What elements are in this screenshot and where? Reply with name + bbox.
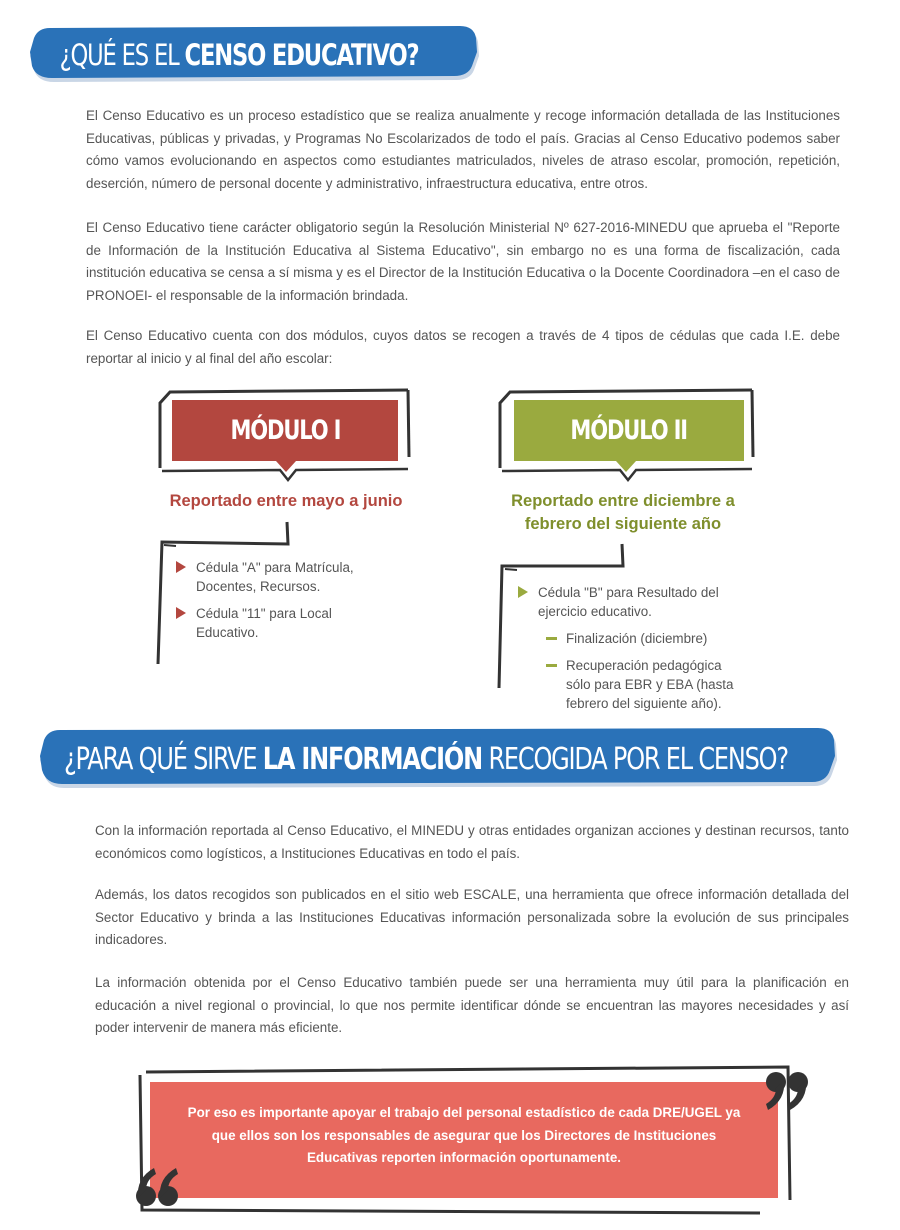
quote-text: Por eso es importante apoyar el trabajo del personal estadístico de cada DRE/UGEL ya que ellos son los responsables de asegurar que los Directores de Instituciones Educativas reporten información oportunamente.	[187, 1105, 741, 1165]
module-2-subtitle: Reportado entre diciembre a febrero del siguiente año	[511, 492, 735, 533]
module-1-subtitle: Reportado entre mayo a junio	[169, 492, 403, 510]
module-2-subitem-1: Finalización (diciembre)	[566, 631, 708, 646]
intro-paragraph-3: El Censo Educativo cuenta con dos módulos, cuyos datos se recogen a través de 4 tipos de cédulas que cada I.E. debe reportar al inicio y al final del año escolar:	[86, 328, 840, 366]
module-2-item-1: Cédula "B" para Resultado del ejercicio educativo.	[538, 585, 719, 619]
info-paragraph-3: La información obtenida por el Censo Educativo también puede ser una herramienta muy útil para la planificación en educación a nivel regional o provincial, lo que nos permite identificar dónde se encuentran las mayores necesidades y así poder intervenir de manera más eficiente.	[95, 975, 849, 1035]
module-1-item-1: Cédula "A" para Matrícula, Docentes, Recursos.	[196, 560, 354, 594]
banner-1-title-bold: CENSO EDUCATIVO?	[184, 38, 419, 72]
module-2-subitem-2: Recuperación pedagógica sólo para EBR y EBA (hasta febrero del siguiente año).	[566, 658, 734, 711]
banner-2-title-light-2: RECOGIDA POR EL CENSO?	[488, 741, 788, 777]
intro-paragraph-2: El Censo Educativo tiene carácter obligatorio según la Resolución Ministerial Nº 627-2016-MINEDU que aprueba el "Reporte de Información de la Institución Educativa al Sistema Educativo", sin embargo no es una forma de fiscalización, cada institución educativa se censa a sí misma y es el Director de la Institución Educativa o la Docente Coordinadora –en el caso de PRONOEI- el responsable de la información brindada.	[86, 220, 840, 303]
module-1-item-2: Cédula "11" para Local Educativo.	[196, 606, 332, 640]
banner-2-title-bold: LA INFORMACIÓN	[262, 741, 483, 777]
info-paragraph-2: Además, los datos recogidos son publicados en el sitio web ESCALE, una herramienta que ofrece información detallada del Sector Educativo y brinda a las Instituciones Educativas información personalizada sobre la evolución de sus principales indicadores.	[95, 887, 849, 947]
info-paragraph-1: Con la información reportada al Censo Educativo, el MINEDU y otras entidades organizan acciones y destinan recursos, tanto económicos como logísticos, a Instituciones Educativas en todo el país.	[95, 823, 849, 861]
closing-quote-icon	[766, 1072, 808, 1110]
module-1-title: MÓDULO I	[230, 415, 340, 446]
banner-1-title-light: ¿QUÉ ES EL	[59, 38, 179, 72]
module-2-title: MÓDULO II	[570, 415, 688, 446]
banner-2-title-light-1: ¿PARA QUÉ SIRVE	[64, 741, 257, 777]
intro-paragraph-1: El Censo Educativo es un proceso estadístico que se realiza anualmente y recoge información detallada de las Instituciones Educativas, públicas y privadas, y Programas No Escolarizados de todo el país. Gracias al Censo Educativo podemos saber cómo vamos evolucionando en aspectos como estudiantes matriculados, niveles de atraso escolar, promoción, repetición, deserción, número de personal docente y administrativo, infraestructura educativa, entre otros.	[86, 108, 840, 191]
opening-quote-icon	[136, 1168, 178, 1206]
